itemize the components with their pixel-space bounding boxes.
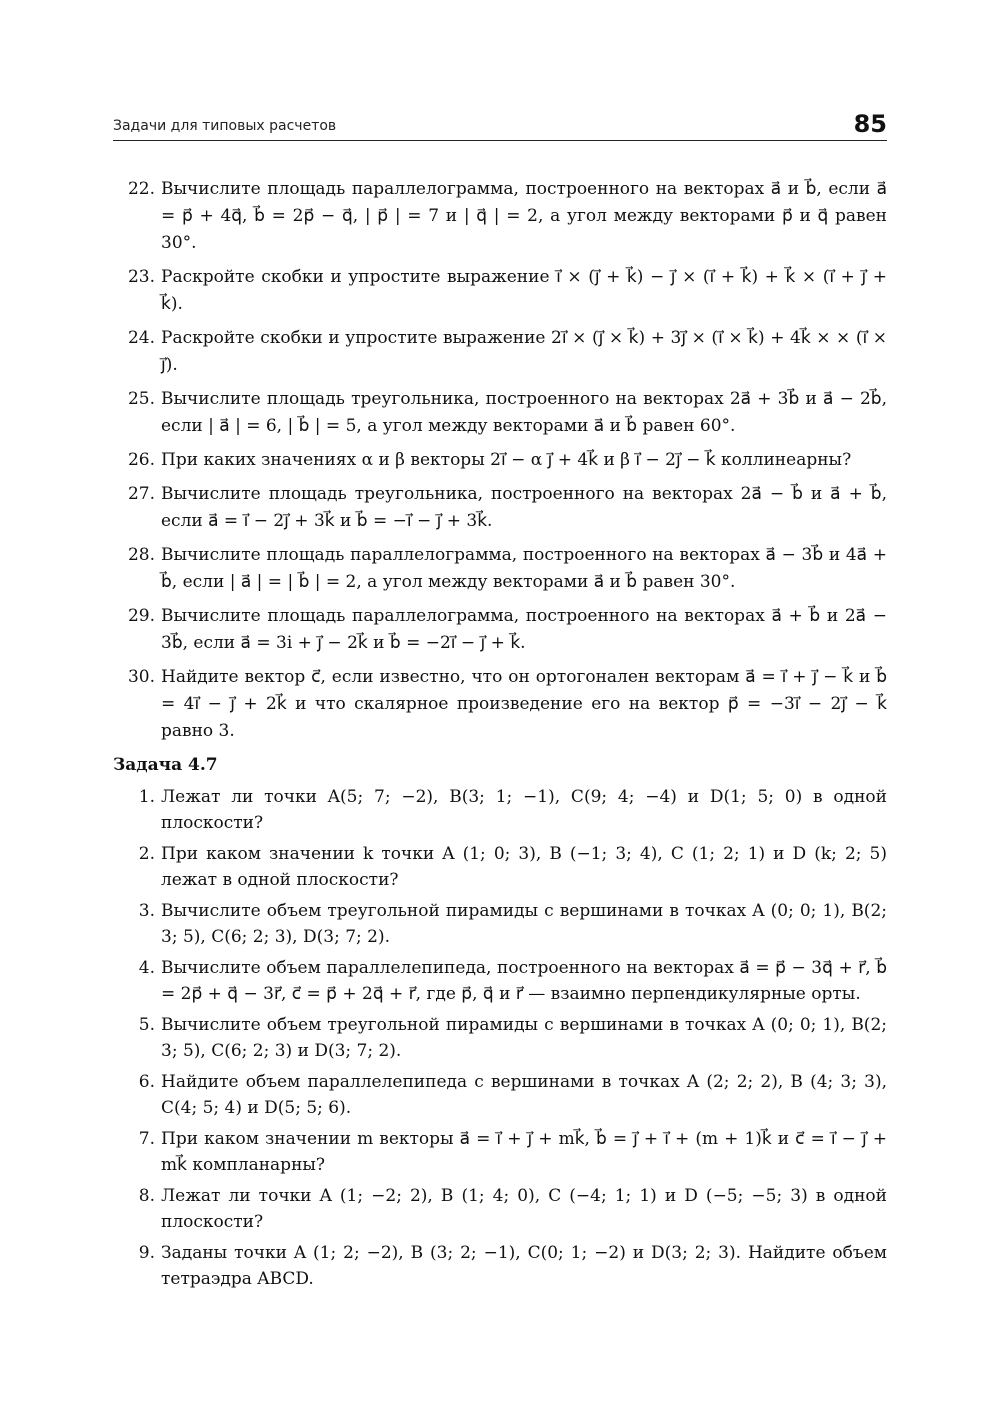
list-item (113, 603, 887, 657)
list-item (113, 447, 887, 474)
item-text: Вычислите объем треугольной пирамиды с вершинами в точках A (0; 0; 1), B(2; 3; 5), C(6; 2; 3) и D(3; 7; 2). (161, 1015, 887, 1061)
list-item (113, 264, 887, 318)
item-text: Раскройте скобки и упростите выражение i⃗ × (j⃗ + k⃗) − j⃗ × (i⃗ + k⃗) + k⃗ × (i⃗ + j⃗ + k⃗). (161, 267, 887, 314)
item-text: Лежат ли точки A (1; −2; 2), B (1; 4; 0), C (−4; 1; 1) и D (−5; −5; 3) в одной плоскости? (161, 1186, 887, 1232)
item-text: Найдите вектор c⃗, если известно, что он ортогонален векторам a⃗ = i⃗ + j⃗ − k⃗ и b⃗ = 4i⃗ − j⃗ + 2k⃗ и что скалярное произведение его на вектор p⃗ = −3i⃗ − 2j⃗ − k⃗ равно 3. (161, 667, 887, 741)
item-number: 5. (138, 1015, 155, 1035)
item-number: 28. (127, 545, 155, 565)
item-text: При каких значениях α и β векторы 2i⃗ − α j⃗ + 4k⃗ и β i⃗ − 2j⃗ − k⃗ коллинеарны? (161, 450, 852, 470)
list-item (113, 542, 887, 596)
item-text: Вычислите площадь параллелограмма, построенного на векторах a⃗ + b⃗ и 2a⃗ − 3b⃗, если a⃗ = 3i + j⃗ − 2k⃗ и b⃗ = −2i⃗ − j⃗ + k⃗. (161, 606, 887, 653)
list-item (113, 1183, 887, 1235)
running-title: Задачи для типовых расчетов (113, 118, 337, 134)
item-text: Найдите объем параллелепипеда с вершинами в точках A (2; 2; 2), B (4; 3; 3), C(4; 5; 4) и D(5; 5; 6). (161, 1072, 887, 1118)
list-item (113, 325, 887, 379)
item-text: Лежат ли точки A(5; 7; −2), B(3; 1; −1), C(9; 4; −4) и D(1; 5; 0) в одной плоскости? (161, 787, 887, 833)
item-number: 29. (127, 606, 155, 626)
list-item (113, 1012, 887, 1064)
item-number: 6. (138, 1072, 155, 1092)
list-item (113, 1069, 887, 1121)
section-heading: Задача 4.7 (113, 755, 218, 775)
item-text: Вычислите площадь треугольника, построенного на векторах 2a⃗ + 3b⃗ и a⃗ − 2b⃗, если | a⃗ | = 6, | b⃗ | = 5, а угол между векторами a⃗ и b⃗ равен 60°. (161, 389, 887, 436)
item-number: 9. (138, 1243, 155, 1263)
item-number: 24. (127, 328, 155, 348)
problem-list-4-7 (113, 784, 887, 1292)
item-text: Вычислите площадь параллелограмма, построенного на векторах a⃗ − 3b⃗ и 4a⃗ + b⃗, если | a⃗ | = | b⃗ | = 2, а угол между векторами a⃗ и b⃗ равен 30°. (161, 545, 887, 592)
item-number: 22. (127, 179, 155, 199)
item-text: Раскройте скобки и упростите выражение 2i⃗ × (j⃗ × k⃗) + 3j⃗ × (i⃗ × k⃗) + 4k⃗ × × (i⃗ × j⃗). (161, 328, 887, 375)
item-text: Вычислите площадь треугольника, построенного на векторах 2a⃗ − b⃗ и a⃗ + b⃗, если a⃗ = i⃗ − 2j⃗ + 3k⃗ и b⃗ = −i⃗ − j⃗ + 3k⃗. (161, 484, 887, 531)
item-number: 8. (138, 1186, 155, 1206)
list-item (113, 176, 887, 257)
problem-list-4-6 (113, 176, 887, 745)
list-item (113, 841, 887, 893)
page-header (113, 106, 887, 141)
item-text: При каком значении m векторы a⃗ = i⃗ + j⃗ + mk⃗, b⃗ = j⃗ + i⃗ + (m + 1)k⃗ и c⃗ = i⃗ − j⃗ + mk⃗ компланарны? (161, 1129, 887, 1175)
item-number: 25. (127, 389, 155, 409)
item-number: 4. (138, 958, 155, 978)
item-text: Заданы точки A (1; 2; −2), B (3; 2; −1), C(0; 1; −2) и D(3; 2; 3). Найдите объем тетраэдра ABCD. (161, 1243, 887, 1289)
item-number: 1. (138, 787, 155, 807)
list-item (113, 1240, 887, 1292)
item-number: 23. (127, 267, 155, 287)
item-text: Вычислите площадь параллелограмма, построенного на векторах a⃗ и b⃗, если a⃗ = p⃗ + 4q⃗, b⃗ = 2p⃗ − q⃗, | p⃗ | = 7 и | q⃗ | = 2, а угол между векторами p⃗ и q⃗ равен 30°. (161, 179, 887, 253)
page-number: 85 (853, 110, 887, 138)
list-item (113, 955, 887, 1007)
list-item (113, 664, 887, 745)
item-number: 26. (127, 450, 155, 470)
item-text: Вычислите объем параллелепипеда, построенного на векторах a⃗ = p⃗ − 3q⃗ + r⃗, b⃗ = 2p⃗ + q⃗ − 3r⃗, c⃗ = p⃗ + 2q⃗ + r⃗, где p⃗, q⃗ и r⃗ — взаимно перпендикулярные орты. (161, 958, 887, 1004)
list-item (113, 784, 887, 836)
list-item (113, 1126, 887, 1178)
page-content (113, 176, 887, 1297)
item-text: Вычислите объем треугольной пирамиды с вершинами в точках A (0; 0; 1), B(2; 3; 5), C(6; 2; 3), D(3; 7; 2). (161, 901, 887, 947)
item-number: 27. (127, 484, 155, 504)
item-number: 3. (138, 901, 155, 921)
item-number: 30. (127, 667, 155, 687)
list-item (113, 898, 887, 950)
list-item (113, 481, 887, 535)
item-text: При каком значении k точки A (1; 0; 3), B (−1; 3; 4), C (1; 2; 1) и D (k; 2; 5) лежат в одной плоскости? (161, 844, 887, 890)
list-item (113, 386, 887, 440)
item-number: 2. (138, 844, 155, 864)
item-number: 7. (138, 1129, 155, 1149)
